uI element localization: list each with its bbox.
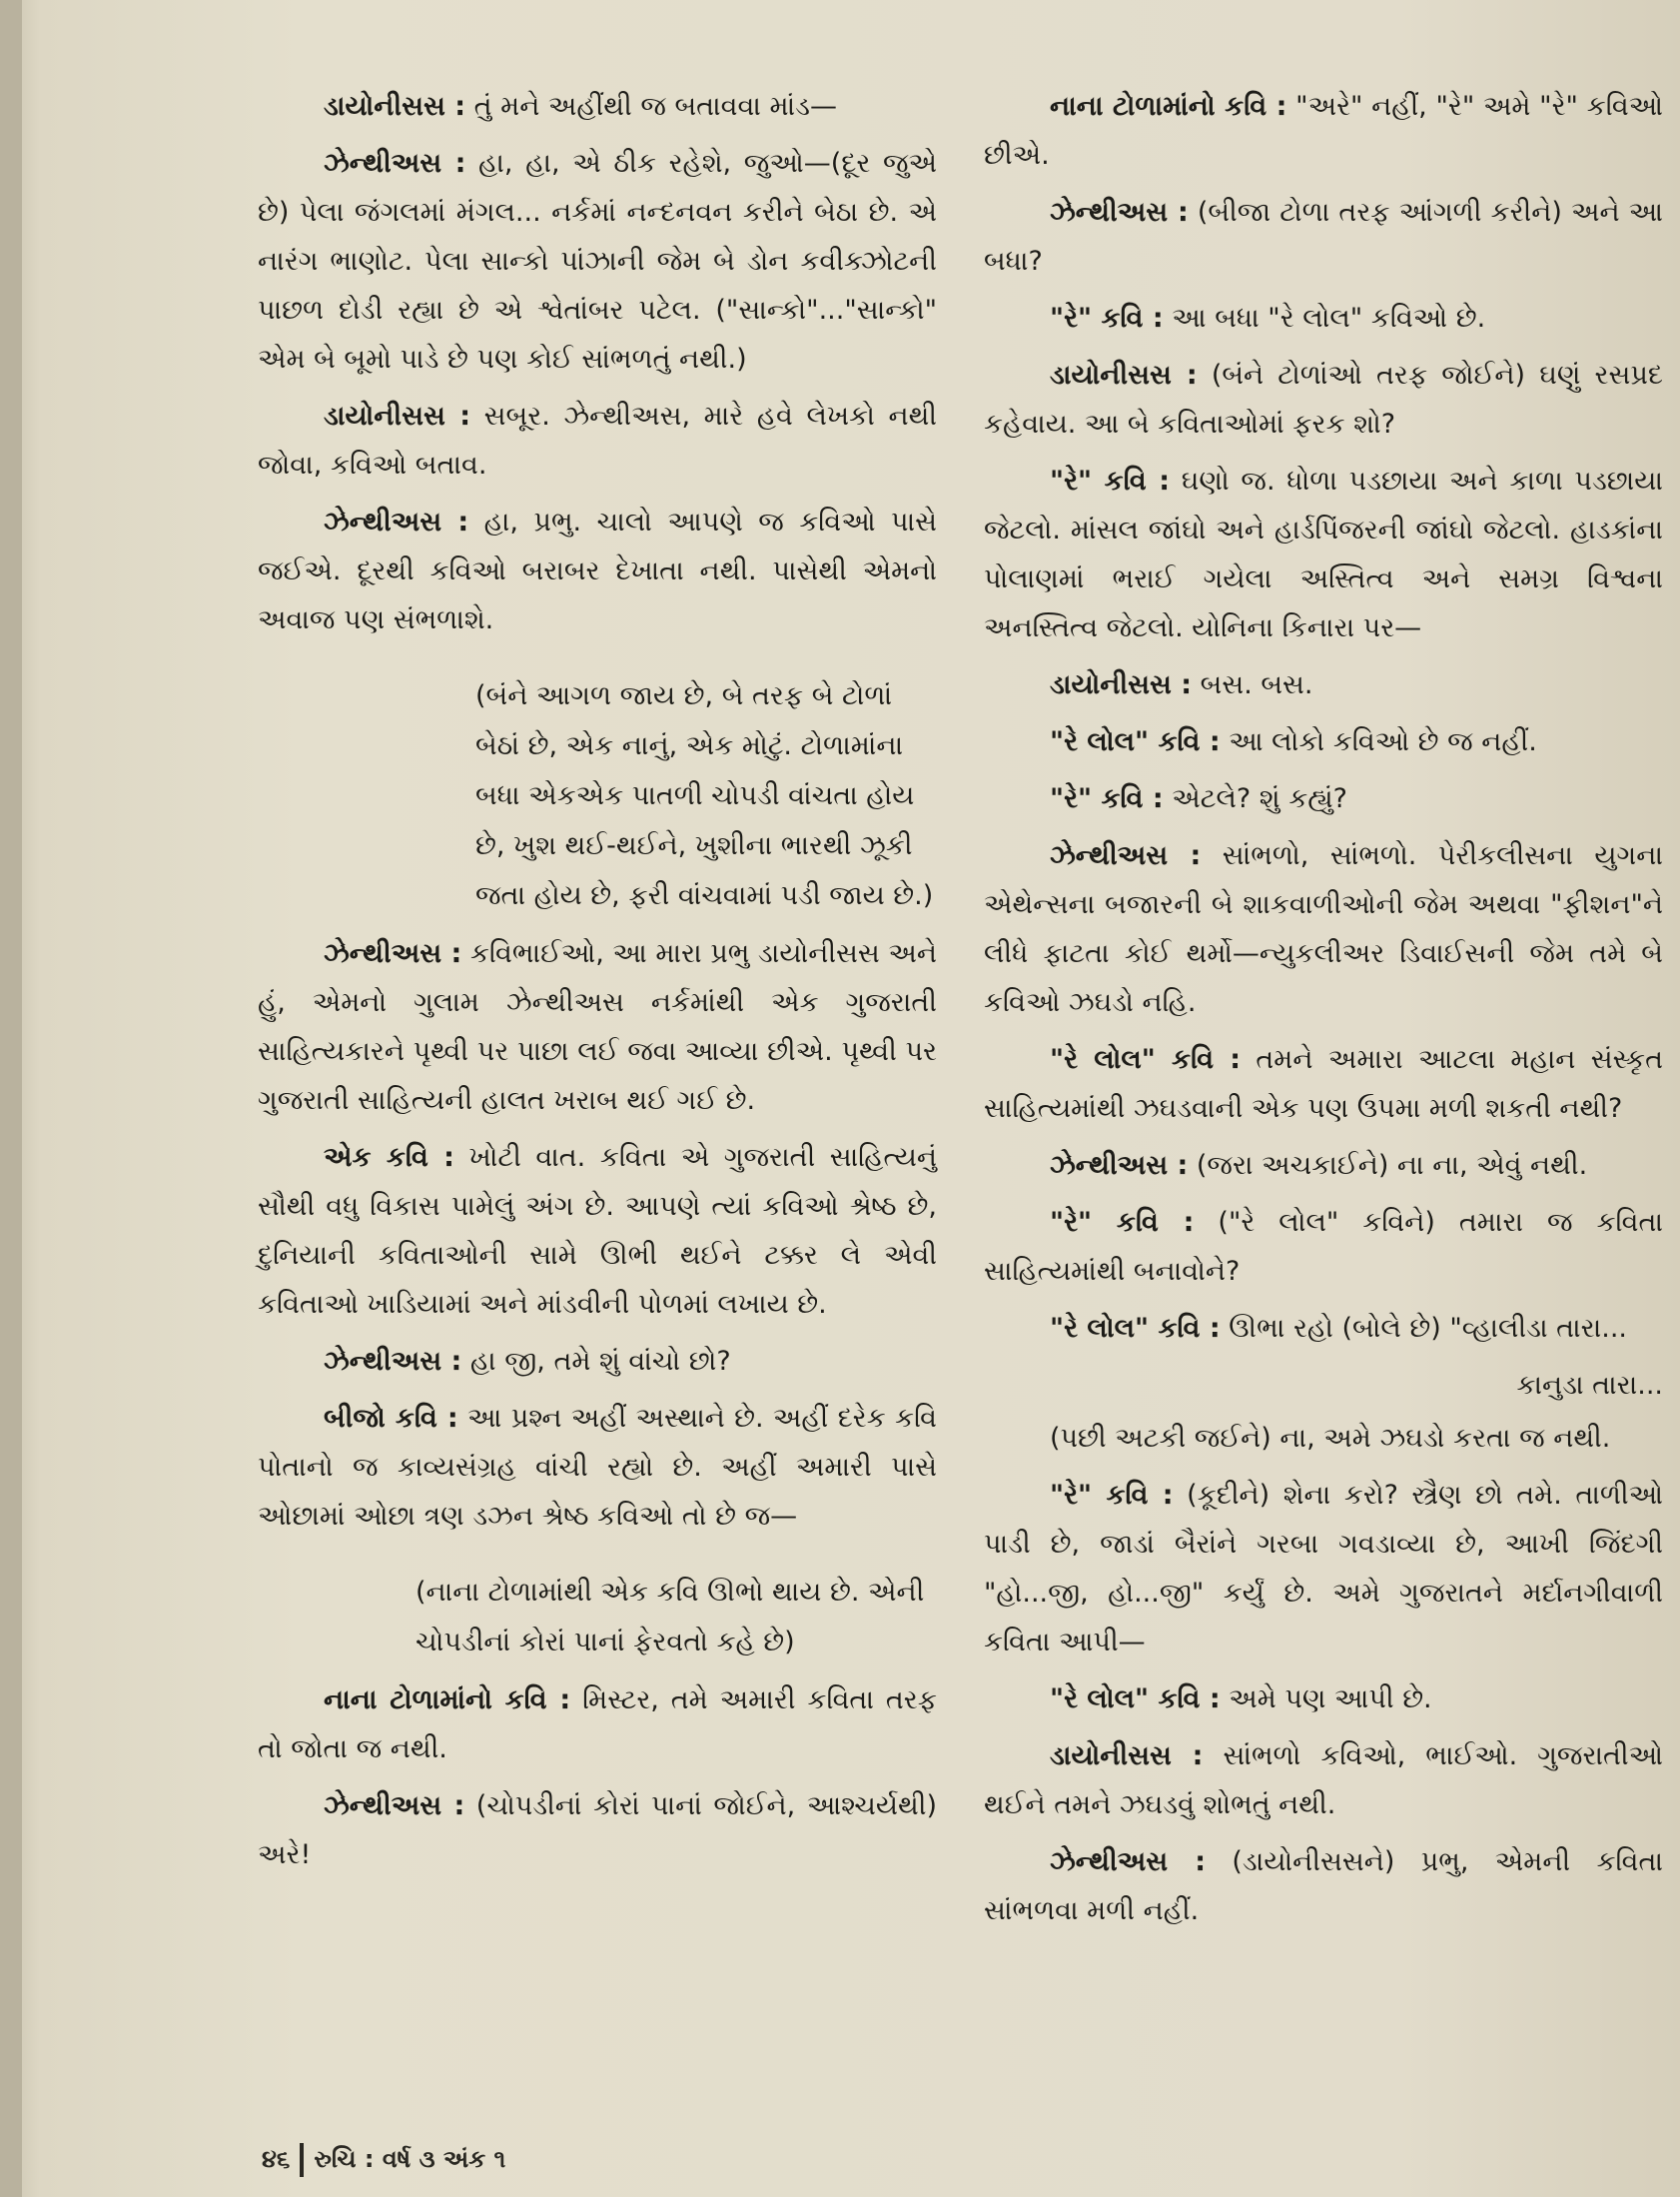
dialogue-paragraph — [984, 1141, 1663, 1190]
speaker-name: બીજો કવિ : — [324, 1403, 458, 1434]
speaker-name: ઝેન્થીઅસ : — [324, 1790, 465, 1821]
page-footer — [262, 2143, 505, 2177]
dialogue-text: બસ. બસ. — [1192, 669, 1313, 700]
speaker-name: ડાયોનીસસ : — [324, 401, 471, 432]
dialogue-text: (નાના ટોળામાંથી એક કવિ ઊભો થાય છે. એની ચોપડીનાં કોરાં પાનાં ફેરવતો કહે છે) — [416, 1577, 925, 1657]
speaker-name: "રે લોલ" કવિ : — [1050, 1044, 1242, 1075]
speaker-name: નાના ટોળામાંનો કવિ : — [324, 1684, 571, 1715]
dialogue-paragraph — [984, 188, 1663, 286]
dialogue-text: (કૂદીને) શેના કરો? સ્ત્રૈણ છો તમે. તાળીઓ પાડી છે, જાડાં બૈરાંને ગરબા ગવડાવ્યા છે, આખી જિંદગી "હો...જી, હો...જી" કર્યું છે. અમે ગુજરાતને મર્દાનગીવાળી કવિતા આપી— — [984, 1480, 1663, 1657]
speaker-name: "રે" કવિ : — [1050, 1480, 1174, 1511]
dialogue-paragraph — [258, 1337, 937, 1386]
dialogue-text: કવિભાઈઓ, આ મારા પ્રભુ ડાયોનીસસ અને હું, એમનો ગુલામ ઝેન્થીઅસ નર્કમાંથી એક ગુજરાતી સાહિત્યકારને પૃથ્વી પર પાછા લઈ જવા આવ્યા છીએ. પૃથ્વી પર ગુજરાતી સાહિત્યની હાલત ખરાબ થઈ ગઈ છે. — [258, 938, 937, 1116]
speaker-name: ઝેન્થીઅસ : — [1050, 197, 1189, 228]
speaker-name: એક કવિ : — [324, 1142, 454, 1173]
dialogue-paragraph — [984, 1361, 1663, 1410]
speaker-name: ડાયોનીસસ : — [1050, 1740, 1204, 1771]
dialogue-paragraph — [984, 774, 1663, 823]
dialogue-paragraph — [984, 82, 1663, 180]
speaker-name: ઝેન્થીઅસ : — [324, 938, 462, 969]
dialogue-paragraph — [258, 1781, 937, 1879]
speaker-name: ઝેન્થીઅસ : — [1050, 1150, 1189, 1181]
dialogue-text: એટલે? શું કહ્યું? — [1163, 783, 1347, 814]
dialogue-paragraph — [258, 1675, 937, 1773]
dialogue-paragraph — [984, 660, 1663, 709]
dialogue-text: સાંભળો, સાંભળો. પેરીકલીસના યુગના એથેન્સના બજારની બે શાકવાળીઓની જેમ અથવા "ફીશન"ને લીધે ફાટતા કોઈ થર્મો—ન્યુકલીઅર ડિવાઈસની જેમ તમે બે કવિઓ ઝઘડો નહિ. — [984, 840, 1663, 1018]
dialogue-paragraph — [984, 1198, 1663, 1296]
dialogue-paragraph — [984, 831, 1663, 1027]
dialogue-text: ઊભા રહો (બોલે છે) "વ્હાલીડા તારા... — [1220, 1313, 1627, 1344]
speaker-name: "રે લોલ" કવિ : — [1050, 1313, 1221, 1344]
dialogue-paragraph — [258, 392, 937, 490]
dialogue-text: તું મને અહીંથી જ બતાવવા માંડ— — [465, 91, 837, 122]
dialogue-paragraph — [984, 1035, 1663, 1133]
speaker-name: નાના ટોળામાંનો કવિ : — [1050, 91, 1287, 122]
dialogue-paragraph — [258, 1133, 937, 1329]
speaker-name: ઝેન્થીઅસ : — [1050, 1846, 1207, 1877]
speaker-name: ઝેન્થીઅસ : — [1050, 840, 1202, 871]
speaker-name: "રે લોલ" કવિ : — [1050, 1683, 1221, 1714]
speaker-name: "રે લોલ" કવિ : — [1050, 726, 1221, 757]
dialogue-text: (ચોપડીનાં કોરાં પાનાં જોઈને, આશ્ચર્યથી) અરે! — [258, 1790, 937, 1870]
speaker-name: ઝેન્થીઅસ : — [324, 1346, 462, 1377]
footer-divider — [300, 2143, 304, 2177]
speaker-name: "રે" કવિ : — [1050, 783, 1164, 814]
dialogue-text: હા જી, તમે શું વાંચો છો? — [461, 1346, 731, 1377]
dialogue-text: (ડાયોનીસસને) પ્રભુ, એમની કવિતા સાંભળવા મળી નહીં. — [984, 1846, 1663, 1926]
dialogue-paragraph — [984, 1837, 1663, 1935]
dialogue-text: ("રે લોલ" કવિને) તમારા જ કવિતા સાહિત્યમાંથી બનાવોને? — [984, 1207, 1663, 1287]
dialogue-text: (બંને ટોળાંઓ તરફ જોઈને) ઘણું રસપ્રદ કહેવાય. આ બે કવિતાઓમાં ફરક શો? — [984, 360, 1663, 440]
stage-direction — [475, 671, 937, 921]
dialogue-text: હા, પ્રભુ. ચાલો આપણે જ કવિઓ પાસે જઈએ. દૂરથી કવિઓ બરાબર દેખાતા નથી. પાસેથી એમનો અવાજ પણ સંભળાશે. — [258, 507, 937, 635]
dialogue-paragraph — [984, 1731, 1663, 1829]
dialogue-text: આ લોકો કવિઓ છે જ નહીં. — [1220, 726, 1537, 757]
dialogue-text: હા, હા, એ ઠીક રહેશે, જુઓ—(દૂર જુએ છે) પેલા જંગલમાં મંગલ... નર્કમાં નન્દનવન કરીને બેઠા છે. એ નારંગ ભાણોટ. પેલા સાન્કો પાંઝાની જેમ બે ડોન કવીક્ઝોટની પાછળ દોડી રહ્યા છે એ શ્વેતાંબર પટેલ. ("સાન્કો"..."સાન્કો" એમ બે બૂમો પાડે છે પણ કોઈ સાંભળતું નથી.) — [258, 148, 937, 375]
right-text-column — [984, 82, 1663, 1943]
dialogue-paragraph — [984, 1304, 1663, 1353]
speaker-name: ડાયોનીસસ : — [1050, 669, 1193, 700]
dialogue-text: અમે પણ આપી છે. — [1220, 1683, 1432, 1714]
speaker-name: ડાયોનીસસ : — [1050, 360, 1198, 391]
speaker-name: ઝેન્થીઅસ : — [324, 507, 469, 538]
dialogue-text: આ બધા "રે લોલ" કવિઓ છે. — [1163, 303, 1486, 334]
dialogue-text: આ પ્રશ્ન અહીં અસ્થાને છે. અહીં દરેક કવિ પોતાનો જ કાવ્યસંગ્રહ વાંચી રહ્યો છે. અહીં અમારી પાસે ઓછામાં ઓછા ત્રણ ડઝન શ્રેષ્ઠ કવિઓ તો છે જ— — [258, 1403, 937, 1532]
dialogue-text: (જરા અચકાઈને) ના ના, એવું નથી. — [1188, 1150, 1588, 1181]
dialogue-text: સાંભળો કવિઓ, ભાઈઓ. ગુજરાતીઓ થઈને તમને ઝઘડવું શોભતું નથી. — [984, 1740, 1663, 1820]
speaker-name: "રે" કવિ : — [1050, 466, 1171, 497]
dialogue-paragraph — [984, 351, 1663, 449]
dialogue-text: કાનુડા તારા... — [1516, 1370, 1663, 1401]
page-number: ૪૬ — [262, 2145, 291, 2173]
left-text-column — [258, 82, 937, 1887]
dialogue-paragraph — [984, 294, 1663, 343]
dialogue-paragraph — [258, 82, 937, 131]
stage-direction — [416, 1568, 937, 1667]
dialogue-text: તમને અમારા આટલા મહાન સંસ્કૃત સાહિત્યમાંથી ઝઘડવાની એક પણ ઉપમા મળી શકતી નથી? — [984, 1044, 1663, 1124]
speaker-name: ઝેન્થીઅસ : — [324, 148, 466, 179]
journal-issue: રુચિ : વર્ષ ૩ અંક ૧ — [314, 2145, 506, 2173]
dialogue-paragraph — [258, 929, 937, 1125]
dialogue-paragraph — [984, 717, 1663, 766]
dialogue-text: મિસ્ટર, તમે અમારી કવિતા તરફ તો જોતા જ નથી. — [258, 1684, 937, 1764]
dialogue-paragraph — [258, 1394, 937, 1541]
dialogue-text: ખોટી વાત. કવિતા એ ગુજરાતી સાહિત્યનું સૌથી વધુ વિકાસ પામેલું અંગ છે. આપણે ત્યાં કવિઓ શ્રેષ્ઠ છે, દુનિયાની કવિતાઓની સામે ઊભી થઈને ટક્કર લે એવી કવિતાઓ ખાડિયામાં અને માંડવીની પોળમાં લખાય છે. — [258, 1142, 937, 1320]
page-binding-edge — [0, 0, 22, 2197]
dialogue-text: (પછી અટકી જઈને) ના, અમે ઝઘડો કરતા જ નથી. — [1050, 1423, 1611, 1454]
dialogue-text: (બીજા ટોળા તરફ આંગળી કરીને) અને આ બધા? — [984, 197, 1663, 277]
dialogue-paragraph — [984, 1674, 1663, 1723]
dialogue-paragraph — [984, 1471, 1663, 1666]
speaker-name: ડાયોનીસસ : — [324, 91, 466, 122]
dialogue-paragraph — [984, 457, 1663, 652]
speaker-name: "રે" કવિ : — [1050, 1207, 1195, 1238]
dialogue-text: (બંને આગળ જાય છે, બે તરફ બે ટોળાં બેઠાં છે, એક નાનું, એક મોટું. ટોળામાંના બધા એકએક પાતળી ચોપડી વાંચતા હોય છે, ખુશ થઈ-થઈને, ખુશીના ભારથી ઝૂકી જતા હોય છે, ફરી વાંચવામાં પડી જાય છે.) — [475, 680, 934, 911]
dialogue-paragraph — [258, 139, 937, 384]
speaker-name: "રે" કવિ : — [1050, 303, 1164, 334]
dialogue-text: "અરે" નહીં, "રે" અમે "રે" કવિઓ છીએ. — [984, 91, 1663, 171]
dialogue-paragraph — [984, 1414, 1663, 1463]
dialogue-text: ઘણો જ. ધોળા પડછાયા અને કાળા પડછાયા જેટલો. માંસલ જાંઘો અને હાર્ડપિંજરની જાંઘો જેટલો. હાડકાંના પોલાણમાં ભરાઈ ગયેલા અસ્તિત્વ અને સમગ્ર વિશ્વના અનસ્તિત્વ જેટલો. યોનિના કિનારા પર— — [984, 466, 1663, 643]
dialogue-text: સબૂર. ઝેન્થીઅસ, મારે હવે લેખકો નથી જોવા, કવિઓ બતાવ. — [258, 401, 938, 481]
dialogue-paragraph — [258, 498, 937, 644]
